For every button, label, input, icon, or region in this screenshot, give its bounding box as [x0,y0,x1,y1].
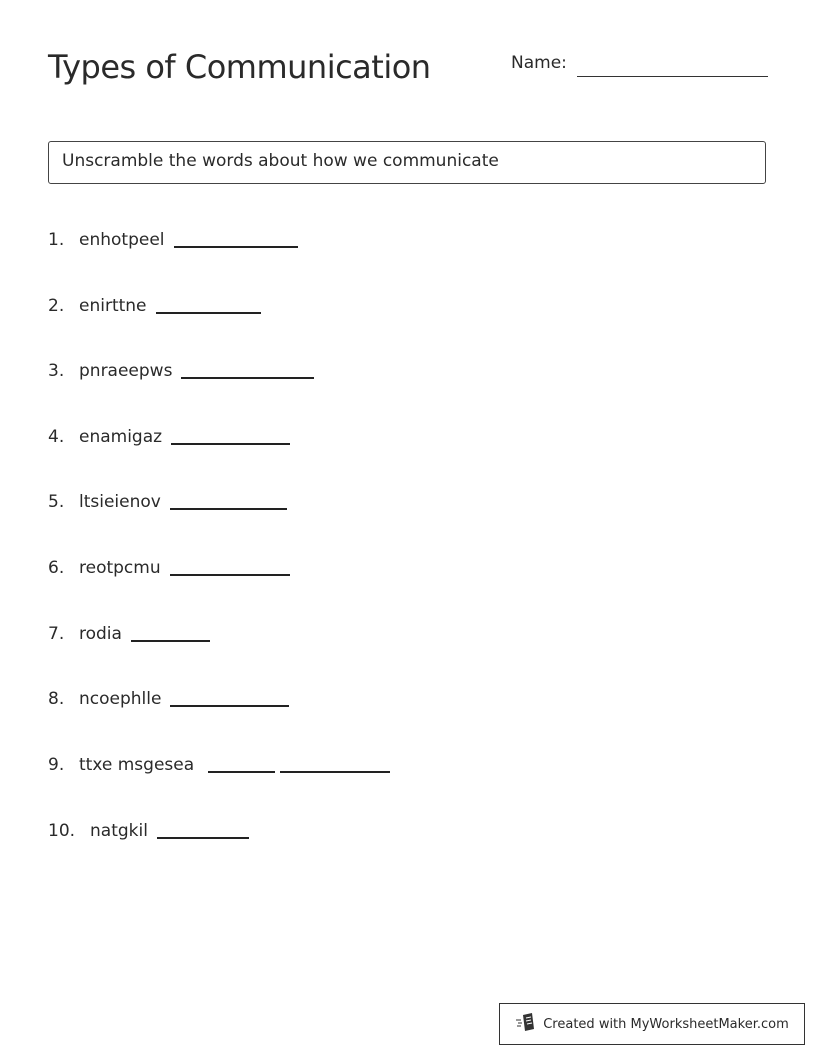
item-number: 4. [48,427,65,447]
list-item [48,357,319,381]
scrambled-word: natgkil [90,821,148,841]
list-item [48,751,395,775]
list-item [48,488,292,512]
scrambled-word: rodia [79,624,122,644]
item-number: 1. [48,230,65,250]
scrambled-word: ttxe msgesea [79,755,195,775]
instructions-box: Unscramble the words about how we communicate [48,141,766,184]
answer-blank[interactable] [174,246,298,248]
answer-blank[interactable] [280,771,390,773]
footer-credit[interactable] [499,1003,805,1045]
answer-blank[interactable] [156,312,261,314]
scrambled-word: enhotpeel [79,230,165,250]
answer-blank[interactable] [170,508,287,510]
answer-blank[interactable] [170,574,290,576]
page-title: Types of Communication [48,48,431,86]
answer-blank[interactable] [171,443,290,445]
name-label: Name: [511,53,567,73]
item-number: 10. [48,821,76,841]
list-item [48,226,303,250]
answer-blank[interactable] [131,640,210,642]
item-number: 8. [48,689,65,709]
worksheet-logo-icon [515,1012,537,1036]
item-number: 7. [48,624,65,644]
list-item [48,620,215,644]
list-item [48,554,295,578]
answer-blank[interactable] [181,377,314,379]
item-number: 2. [48,296,65,316]
list-item [48,423,295,447]
footer-text: Created with MyWorksheetMaker.com [543,1016,789,1032]
item-number: 3. [48,361,65,381]
answer-blank[interactable] [157,837,249,839]
list-item [48,685,294,709]
list-item [48,292,266,316]
item-number: 6. [48,558,65,578]
scrambled-word: reotpcmu [79,558,161,578]
scrambled-word: enirttne [79,296,147,316]
name-field-line[interactable] [577,76,768,77]
scrambled-word: enamigaz [79,427,163,447]
scrambled-word: pnraeepws [79,361,173,381]
scrambled-word: ltsieienov [79,492,161,512]
scrambled-word: ncoephlle [79,689,162,709]
item-number: 5. [48,492,65,512]
answer-blank[interactable] [208,771,275,773]
answer-blank[interactable] [170,705,289,707]
list-item [48,817,254,841]
item-number: 9. [48,755,65,775]
